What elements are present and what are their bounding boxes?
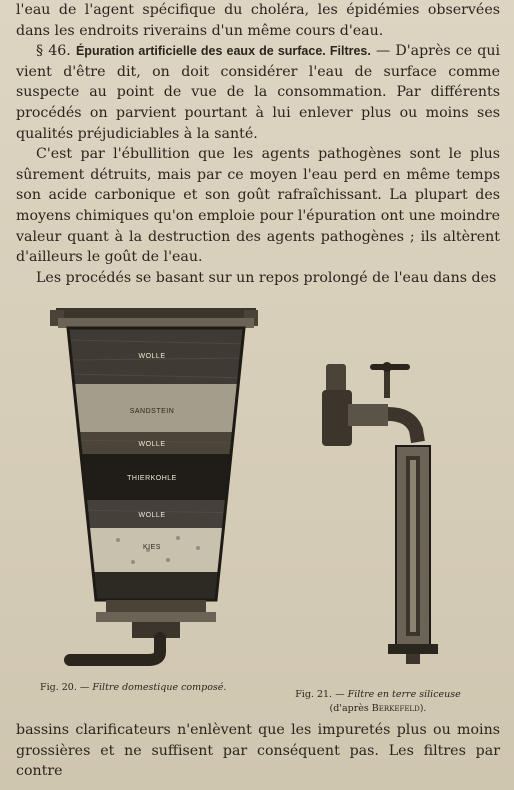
section-marker: § 46. — [36, 43, 71, 60]
layer-label-4: THIERKOHLE — [127, 475, 177, 482]
figure-21-source-suffix: ). — [419, 703, 427, 714]
paragraph-section-46 — [16, 41, 500, 144]
figure-21-caption-text: — Filtre en terre siliceuse — [335, 689, 461, 700]
paragraph-4: Les procédés se basant sur un repos prolongé de l'eau dans des — [36, 269, 497, 286]
figure-21-source-prefix: (d'après — [329, 703, 369, 714]
figure-20-number: Fig. 20. — [40, 682, 77, 693]
text-block-top — [16, 0, 500, 288]
figure-21-source-name: Berkefeld — [371, 703, 420, 714]
paragraph-1: l'eau de l'agent spécifique du choléra, les épidémies observées dans les endroits riverains d'un même cours d'eau. — [16, 2, 500, 39]
figure-20-filter-illustration — [48, 300, 263, 672]
paragraph-5: bassins clarificateurs n'enlèvent que les impuretés plus ou moins grossières et ne suffisent par conséquent pas. Les filtres par contre — [16, 722, 500, 780]
layer-label-3: WOLLE — [138, 441, 166, 448]
section-title: Épuration artificielle des eaux de surface. Filtres. — [75, 44, 371, 59]
layer-label-2: SANDSTEIN — [129, 408, 175, 415]
figure-21-filter-illustration — [318, 356, 442, 668]
section-body: — D'après ce qui vient d'être dit, on doit considérer l'eau de surface comme suspecte au point de vue de la consommation. Par différents procédés on parvient pourtant à lui enlever plus ou moins ses qualités préjudiciables à la santé. — [16, 43, 501, 142]
figure-20-caption — [40, 681, 260, 695]
figure-21-number: Fig. 21. — [295, 689, 333, 700]
figure-21-caption — [278, 688, 478, 716]
figure-20-caption-text: — Filtre domestique composé. — [79, 682, 227, 693]
text-block-bottom — [16, 720, 500, 782]
layer-label-6: KIES — [143, 544, 161, 551]
layer-label-5: WOLLE — [138, 512, 166, 519]
paragraph-3: C'est par l'ébullition que les agents pathogènes sont le plus sûrement détruits, mais par ce moyen l'eau perd en même temps son acide carbonique et son goût rafraîchissant. La plupart des moyens chimiques qu'on emploie pour l'épuration ont une moindre valeur quant à la destruction des agents pathogènes ; ils altèrent d'ailleurs le goût de l'eau. — [16, 146, 500, 266]
layer-label-1: WOLLE — [138, 353, 166, 360]
